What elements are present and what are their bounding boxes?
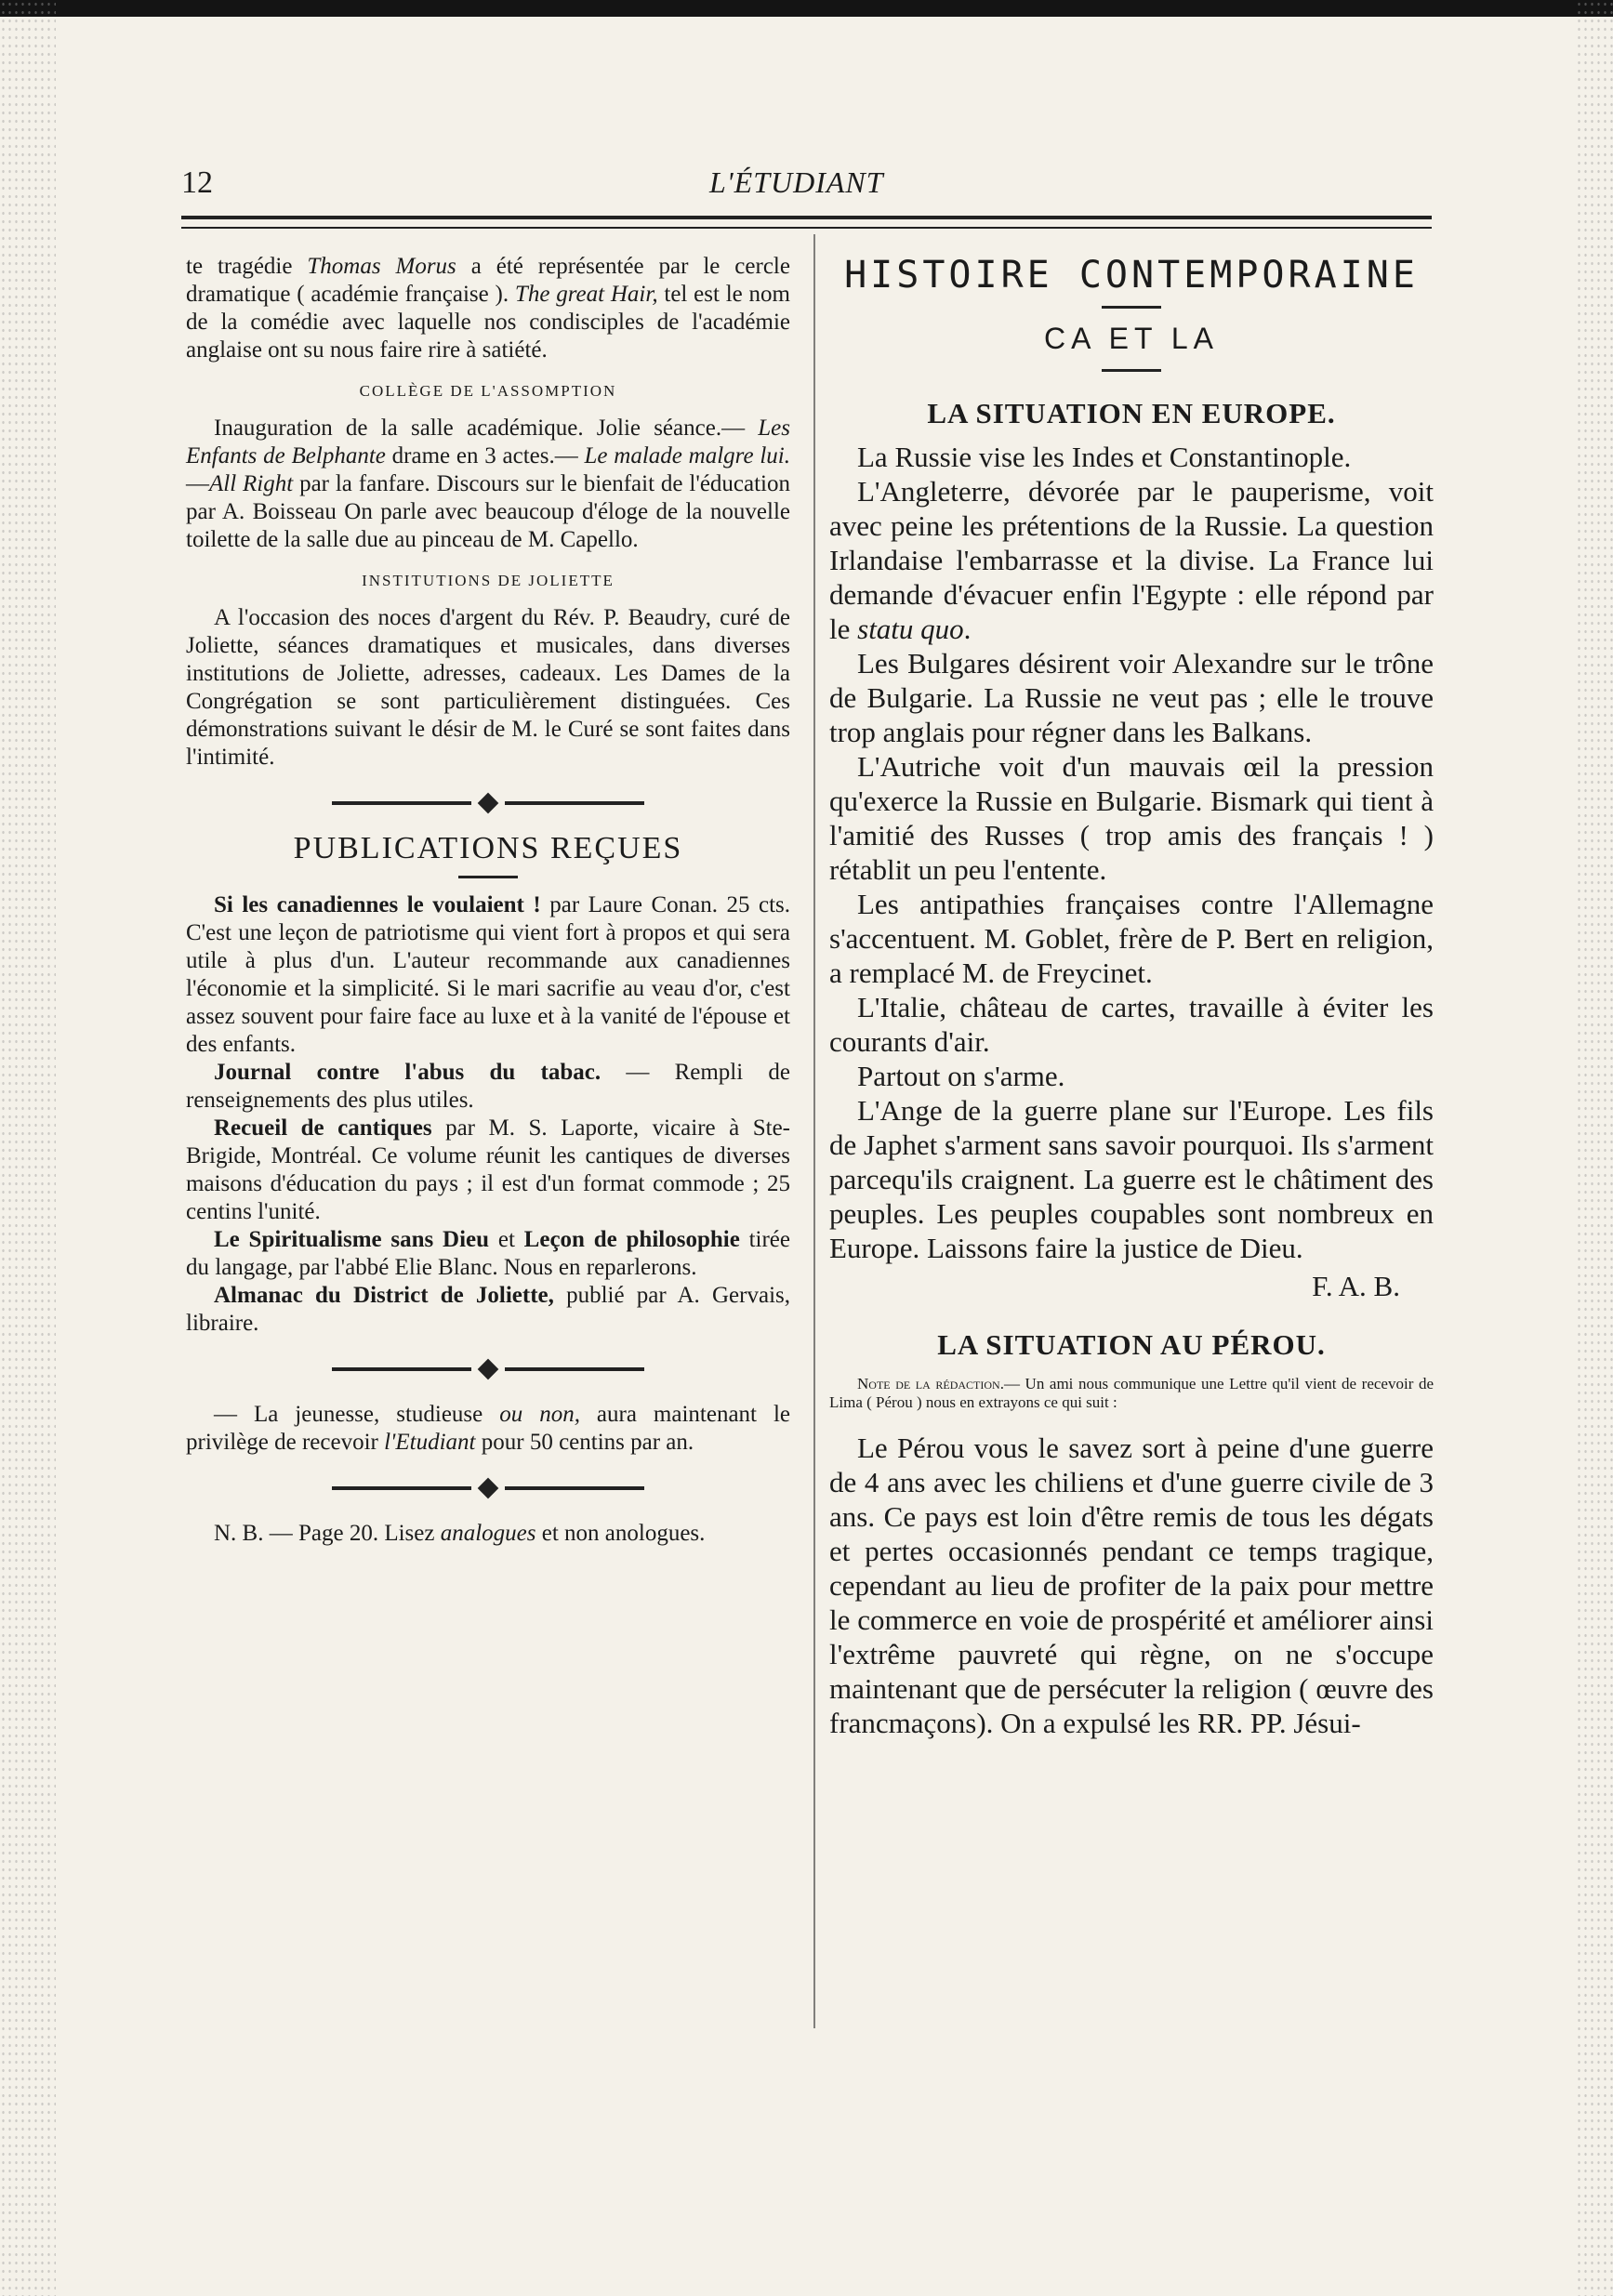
- italic-title: Le malade malgre lui.: [584, 443, 790, 468]
- paragraph-academie: [186, 253, 790, 364]
- ornament-bar: [332, 1486, 471, 1490]
- editorial-note: [829, 1375, 1434, 1412]
- paragraph-europe: Les antipathies françaises contre l'Allemagne s'accentuent. M. Goblet, frère de P. Bert en religion, a remplacé M. de Freycinet.: [829, 888, 1434, 989]
- short-rule: [1102, 369, 1161, 372]
- italic-title: The great Hair,: [514, 282, 658, 307]
- text-run: par la fanfare. Discours sur le bienfait de l'éducation par A. Boisseau On parle avec beaucoup d'éloge de la nouvelle toilette de la salle due au pinceau de M. Capello.: [186, 471, 791, 552]
- italic-text: ou non,: [499, 1402, 580, 1427]
- heading-publications-recues: PUBLICATIONS REÇUES: [293, 831, 683, 865]
- text-run: .: [963, 613, 972, 645]
- text-run: par M. S. Laporte, vicaire à Ste-Brigide, Montréal. Ce volume réunit les cantiques de diverses maisons d'éducation du pays ; il est d'un format commode ; 25 centins l'unité.: [186, 1115, 790, 1224]
- text-run: Inauguration de la salle académique. Jolie séance.—: [214, 416, 759, 441]
- text-run: et non anologues.: [535, 1521, 706, 1546]
- ornament-bar: [332, 1367, 471, 1371]
- text-run: aura maintenant le privilège de recevoir: [186, 1402, 790, 1455]
- text-run: N. B. — Page 20. Lisez: [214, 1521, 441, 1546]
- erratum-note: [186, 1520, 790, 1548]
- text-run: te tragédie: [186, 254, 308, 279]
- heading-college-assomption: COLLÈGE DE L'ASSOMPTION: [359, 382, 617, 400]
- page-number: 12: [181, 165, 213, 200]
- ornament-diamond: [478, 793, 499, 814]
- italic-text: statu quo: [857, 613, 964, 645]
- page-edge-speckle: [1576, 0, 1613, 2296]
- publication-item: [186, 891, 790, 1059]
- header-double-rule: [181, 216, 1432, 229]
- paragraph-europe: Partout on s'arme.: [857, 1060, 1065, 1092]
- page-header: [181, 158, 1432, 205]
- text-run: tel est le nom de la comédie avec laquelle nos condisciples de l'académie anglaise ont su nous faire rire à satiété.: [186, 282, 791, 363]
- text-run: — Rempli de renseignements des plus utiles.: [186, 1060, 790, 1113]
- subscription-notice: [186, 1401, 790, 1457]
- ornament-diamond: [478, 1478, 499, 1499]
- paragraph-europe: [829, 474, 1434, 646]
- journal-title: L'ÉTUDIANT: [709, 165, 884, 199]
- short-rule: [1102, 306, 1161, 309]
- text-run: —: [186, 471, 209, 496]
- paragraph-europe: Les Bulgares désirent voir Alexandre sur le trône de Bulgarie. La Russie ne veut pas ; elle le trouve trop anglais pour régner dans les Balkans.: [829, 647, 1434, 748]
- text-run: — La jeunesse, studieuse: [214, 1402, 500, 1427]
- publication-title: Recueil de cantiques: [214, 1115, 432, 1141]
- ornament-bar: [505, 1367, 644, 1371]
- page-edge-speckle: [0, 0, 56, 2296]
- paragraph-europe: La Russie vise les Indes et Constantinople.: [857, 441, 1352, 473]
- heading-situation-perou: LA SITUATION AU PÉROU.: [937, 1328, 1326, 1361]
- publication-title: Leçon de philosophie: [523, 1227, 740, 1252]
- publication-item: [186, 1282, 790, 1338]
- italic-title: All Right: [209, 471, 294, 496]
- paragraph-europe: L'Ange de la guerre plane sur l'Europe. Les fils de Japhet s'arment sans savoir pourquoi. Ils s'arment parcequ'ils craignent. La guerre est le châtiment des peuples. Les peuples coupables sont nombreux en Europe. Laissons faire la justice de Dieu.: [829, 1094, 1434, 1264]
- text-run: a été représentée par le cercle dramatique ( académie française ).: [186, 254, 790, 307]
- publication-item: [186, 1115, 790, 1226]
- left-column: [186, 253, 790, 1548]
- publication-title: Le Spiritualisme sans Dieu: [214, 1227, 490, 1252]
- signature: F. A. B.: [1312, 1270, 1400, 1302]
- ornament-bar: [505, 1486, 644, 1490]
- text-run: et: [489, 1227, 524, 1252]
- paragraph-joliette: A l'occasion des noces d'argent du Rév. P. Beaudry, curé de Joliette, séances dramatiques et musicales, dans diverses institutions de Joliette, adresses, cadeaux. Les Dames de la Congrégation se sont particulièrement distinguées. Ces démonstrations suivant le désir de M. le Curé se sont faites dans l'intimité.: [186, 605, 790, 770]
- heading-histoire-contemporaine: HISTOIRE CONTEMPORAINE: [844, 254, 1419, 297]
- text-run: publié par A. Gervais, libraire.: [186, 1283, 790, 1336]
- ornament-divider: [186, 1481, 790, 1496]
- paragraph-europe: L'Italie, château de cartes, travaille à éviter les courants d'air.: [829, 991, 1434, 1058]
- paragraph-europe: L'Autriche voit d'un mauvais œil la pression qu'exerce la Russie en Bulgarie. Bismark qui tient à l'amitié des Russes ( trop amis des français ! ) rétablit un peu l'entente.: [829, 750, 1434, 886]
- note-label: Note de la rédaction.: [857, 1375, 1004, 1392]
- publication-title: Si les canadiennes le voulaient !: [214, 892, 541, 917]
- paragraph-assomption: [186, 415, 790, 554]
- text-run: tirée du langage, par l'abbé Elie Blanc. Nous en reparlerons.: [186, 1227, 790, 1280]
- heading-institutions-joliette: INSTITUTIONS DE JOLIETTE: [362, 572, 615, 589]
- text-run: — Un ami nous communique une Lettre qu'il vient de recevoir de Lima ( Pérou ) nous en extrayons ce qui suit :: [829, 1375, 1434, 1411]
- text-run: par Laure Conan. 25 cts. C'est une leçon de patriotisme qui vient fort à propos et qui sera utile à plus d'un. L'auteur recommande aux canadiennes l'économie et la simplicité. Si le mari sacrifie au veau d'or, c'est assez souvent pour faire face au luxe et à la vanité de l'épouse et des enfants.: [186, 892, 790, 1057]
- publication-title: Almanac du District de Joliette,: [214, 1283, 554, 1308]
- ornament-divider: [186, 796, 790, 811]
- ornament-diamond: [478, 1359, 499, 1380]
- publication-item: [186, 1059, 790, 1115]
- heading-ca-et-la: CA ET LA: [1044, 322, 1219, 355]
- ornament-bar: [505, 801, 644, 805]
- text-run: drame en 3 actes.—: [385, 443, 585, 468]
- italic-title: Les Enfants de Belphante: [186, 416, 790, 468]
- text-run: pour 50 centins par an.: [475, 1430, 694, 1455]
- heading-situation-europe: LA SITUATION EN EUROPE.: [927, 397, 1336, 429]
- ornament-divider: [186, 1362, 790, 1377]
- italic-text: l'Etudiant: [384, 1430, 476, 1455]
- publication-item: [186, 1226, 790, 1282]
- italic-text: analogues: [440, 1521, 536, 1546]
- text-run: L'Angleterre, dévorée par le pauperisme, voit avec peine les prétentions de la Russie. La question Irlandaise l'embarrasse et la divise. La France lui demande d'évacuer enfin l'Egypte : elle répond par le: [829, 475, 1434, 645]
- column-divider: [813, 234, 815, 2028]
- italic-title: Thomas Morus: [307, 254, 456, 279]
- top-edge-bar: [0, 0, 1613, 17]
- short-rule: [458, 876, 518, 878]
- paragraph-perou: Le Pérou vous le savez sort à peine d'une guerre de 4 ans avec les chiliens et d'une guerre civile de 3 ans. Ce pays est loin d'être remis de tous les dégats et pertes occasionnés pendant ce temps tragique, cependant au lieu de profiter de la paix pour mettre le commerce en voie de prospérité et améliorer ainsi l'extrême pauvreté qui règne, on ne s'occupe maintenant que de persécuter la religion ( œuvre des francmaçons). On a expulsé les RR. PP. Jésui-: [829, 1432, 1434, 1739]
- ornament-bar: [332, 801, 471, 805]
- right-column: [829, 253, 1434, 1740]
- publication-title: Journal contre l'abus du tabac.: [214, 1060, 602, 1085]
